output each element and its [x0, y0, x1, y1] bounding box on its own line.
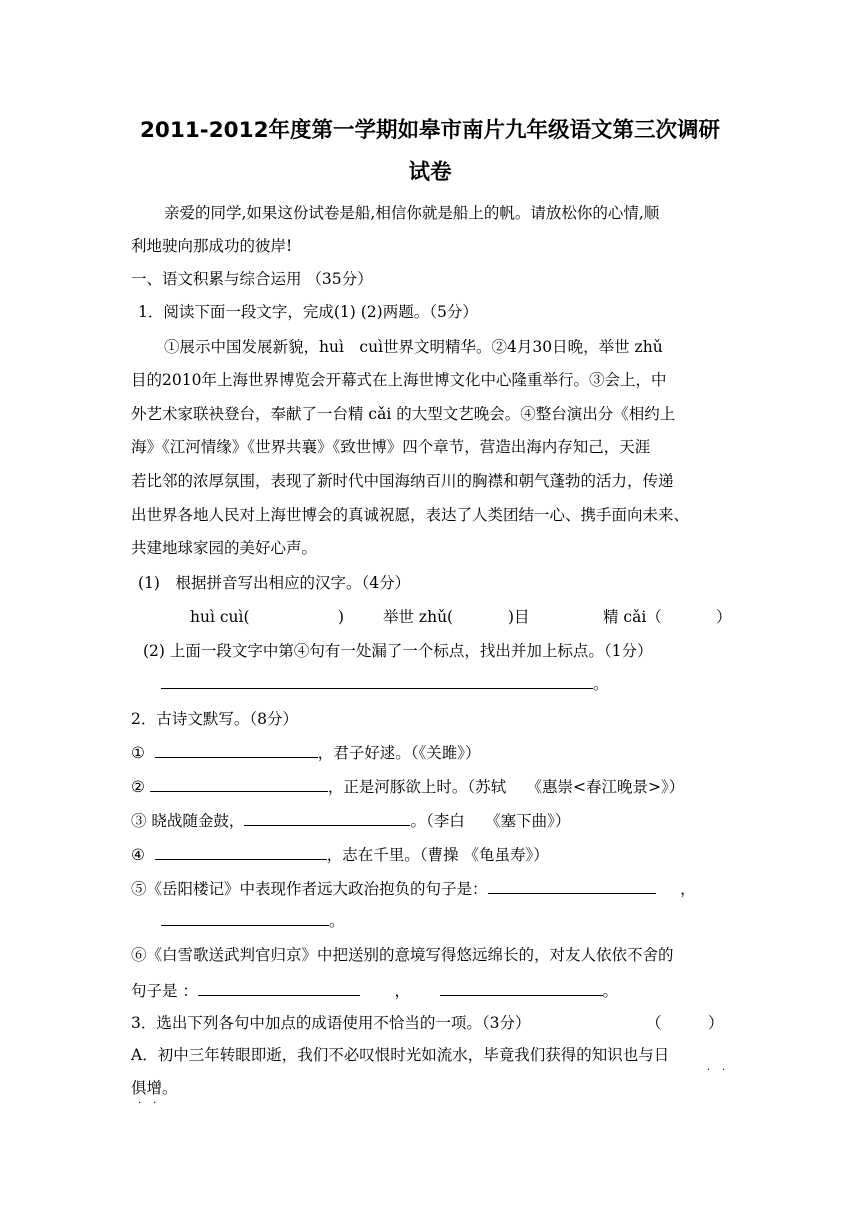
option-a: A．初中三年转眼即逝，我们不必叹恨时光如流水，毕竟我们获得的知识也与日: [131, 1046, 670, 1064]
sub-question-1: (1) 根据拼音写出相应的汉字。（4分）: [138, 574, 411, 592]
recitation-6-cont: 句子是 ： ， 。: [131, 982, 619, 1000]
answer-line[interactable]: 。: [161, 673, 609, 694]
pinyin-a: huì cuì(: [190, 608, 250, 626]
recitation-5-cont: 。: [161, 910, 345, 931]
pinyin-c-close: ）: [716, 608, 732, 626]
recitation-3: ③ 晓战随金鼓， 。（李白 《塞下曲》）: [131, 812, 571, 830]
sub-question-2: (2) 上面一段文字中第④句有一处漏了一个标点，找出并加上标点。（1分）: [143, 642, 653, 660]
pinyin-a-close: ): [338, 608, 345, 626]
emphasis-dot: ·: [722, 1065, 726, 1076]
passage-line: 若比邻的浓厚氛围，表现了新时代中国海纳百川的胸襟和朝气蓬勃的活力，传递: [131, 472, 674, 490]
pinyin-c: 精 cǎi（: [603, 608, 662, 626]
question-2-stem: 2．古诗文默写。（8分）: [131, 710, 298, 728]
blank[interactable]: [440, 980, 603, 996]
recitation-6: ⑥《白雪歌送武判官归京》中把送别的意境写得悠远绵长的，对友人依依不舍的: [131, 946, 674, 964]
question-1-stem: 1．阅读下面一段文字，完成(1) (2)两题。（5分）: [138, 303, 478, 321]
recitation-4: ④ ，志在千里。（曹操 《龟虽寿》）: [131, 846, 549, 864]
recitation-2: ② ，正是河豚欲上时。（苏轼 《惠崇<春江晚景>》）: [131, 778, 685, 796]
blank[interactable]: [161, 910, 329, 926]
emphasis-dot: ·: [707, 1065, 711, 1076]
passage-line: 目的2010年上海世界博览会开幕式在上海世博文化中心隆重举行。③会上，中: [131, 371, 667, 389]
answer-paren[interactable]: （ ）: [646, 1014, 724, 1032]
passage-line: 共建地球家园的美好心声。: [131, 539, 318, 557]
recitation-5: ⑤《岳阳楼记》中表现作者远大政治抱负的句子是： ，: [131, 880, 696, 898]
emphasis-dot: ·: [153, 1098, 157, 1109]
intro-text-cont: 利地驶向那成功的彼岸!: [131, 237, 293, 255]
blank[interactable]: [155, 742, 318, 758]
question-3-stem: 3．选出下列各句中加点的成语使用不恰当的一项。（3分）: [131, 1014, 531, 1032]
blank[interactable]: [244, 810, 410, 826]
passage-line: 出世界各地人民对上海世博会的真诚祝愿，表达了人类团结一心、携手面向未来、: [131, 506, 690, 524]
blank[interactable]: [198, 980, 360, 996]
blank[interactable]: [488, 878, 656, 894]
blank[interactable]: [150, 776, 328, 792]
passage-line: 海》《江河情缘》《世界共襄》《致世博》四个章节，营造出海内存知己，天涯: [131, 438, 651, 456]
pinyin-b: 举世 zhǔ(: [383, 608, 454, 626]
pinyin-b-close: )目: [508, 608, 530, 626]
emphasis-dot: ·: [138, 1098, 142, 1109]
exam-title-line2: 试卷: [408, 160, 452, 185]
intro-text: 亲爱的同学,如果这份试卷是船,相信你就是船上的帆。请放松你的心情,顺: [164, 204, 660, 222]
section-heading: 一、语文积累与综合运用 （35分）: [131, 270, 373, 288]
passage-line: 外艺术家联袂登台，奉献了一台精 cǎi 的大型文艺晚会。④整台演出分《相约上: [131, 405, 676, 423]
passage-line: ①展示中国发展新貌，huì cuì世界文明精华。②4月30日晚，举世 zhǔ: [164, 338, 663, 356]
exam-title: 2011-2012年度第一学期如皋市南片九年级语文第三次调研: [139, 118, 721, 143]
blank[interactable]: [155, 844, 327, 860]
option-a-cont: 俱增。: [131, 1079, 178, 1097]
recitation-1: ① ，君子好逑。（《关雎》）: [131, 744, 481, 762]
